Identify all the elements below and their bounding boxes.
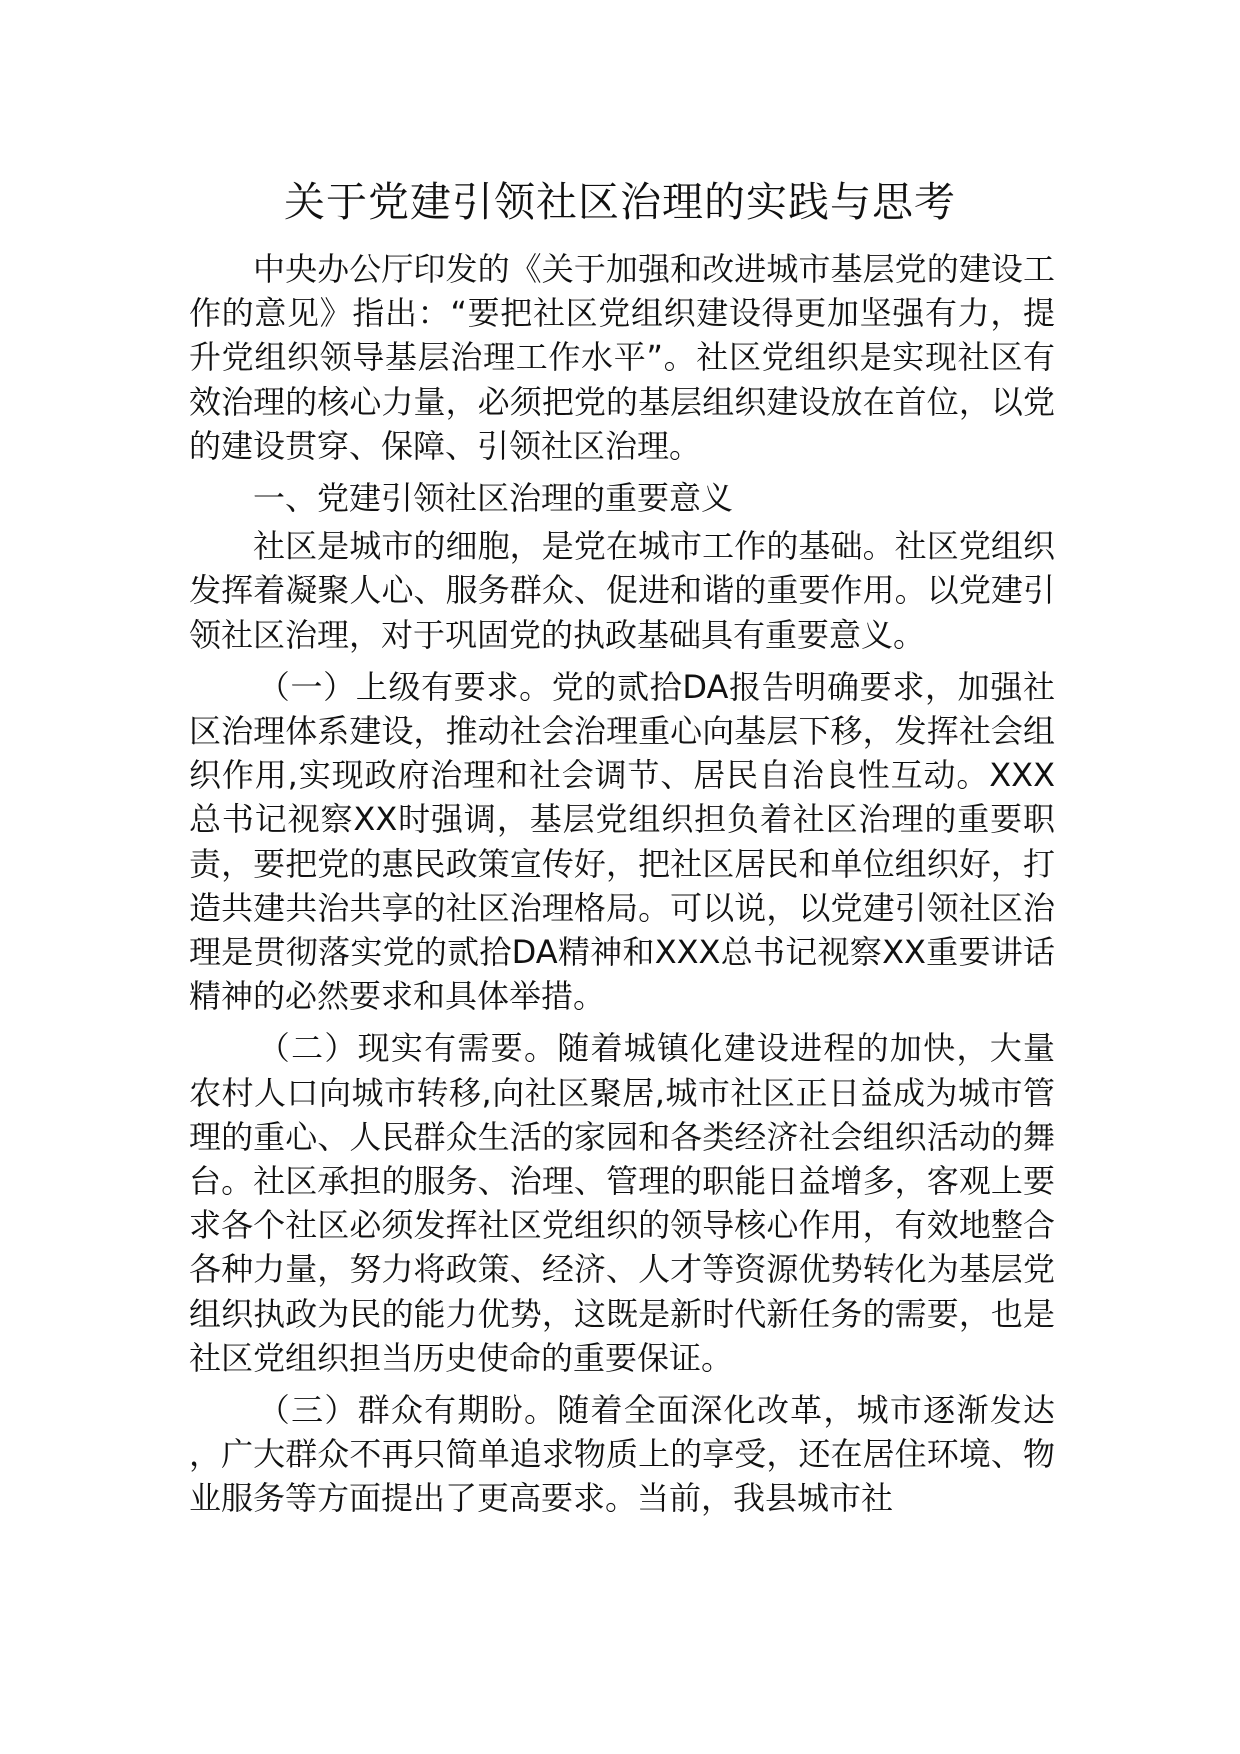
document-body	[189, 247, 1055, 1529]
intro-paragraph: 中央办公厅印发的《关于加强和改进城市基层党的建设工作的意见》指出：“要把社区党组织建设得更加坚强有力，提升党组织领导基层治理工作水平”。社区党组织是实现社区有效治理的核心力量，必须把党的基层组织建设放在首位，以党的建设贯穿、保障、引领社区治理。	[189, 250, 1055, 465]
paragraph-significance: 社区是城市的细胞，是党在城市工作的基础。社区党组织发挥着凝聚人心、服务群众、促进和谐的重要作用。以党建引领社区治理，对于巩固党的执政基础具有重要意义。	[189, 527, 1055, 654]
document-title: 关于党建引领社区治理的实践与思考	[284, 178, 956, 226]
paragraph-practical-needs: （二）现实有需要。随着城镇化建设进程的加快，大量农村人口向城市转移,向社区聚居,城市社区正日益成为城市管理的重心、人民群众生活的家园和各类经济社会组织活动的舞台。社区承担的服务、治理、管理的职能日益增多，客观上要求各个社区必须发挥社区党组织的领导核心作用，有效地整合各种力量，努力将政策、经济、人才等资源优势转化为基层党组织执政为民的能力优势，这既是新时代新任务的需要，也是社区党组织担当历史使命的重要保证。	[189, 1029, 1055, 1377]
paragraph-public-expectations: （三）群众有期盼。随着全面深化改革，城市逐渐发达，广大群众不再只简单追求物质上的享受，还在居住环境、物业服务等方面提出了更高要求。当前，我县城市社	[189, 1391, 1055, 1518]
paragraph-higher-requirements: （一）上级有要求。党的贰拾DA报告明确要求，加强社区治理体系建设，推动社会治理重心向基层下移，发挥社会组织作用,实现政府治理和社会调节、居民自治良性互动。XXX总书记视察XX时强调，基层党组织担负着社区治理的重要职责，要把党的惠民政策宣传好，把社区居民和单位组织好，打造共建共治共享的社区治理格局。可以说，以党建引领社区治理是贯彻落实党的贰拾DA精神和XXX总书记视察XX重要讲话精神的必然要求和具体举措。	[189, 667, 1055, 1016]
section-heading-1: 一、党建引领社区治理的重要意义	[253, 479, 734, 518]
